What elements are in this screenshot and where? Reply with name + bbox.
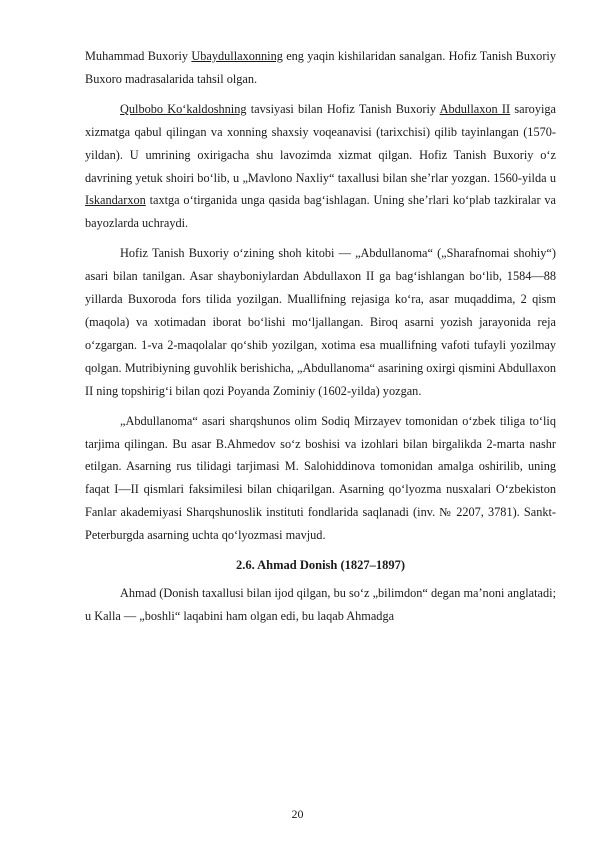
paragraph-1-text-a: Muhammad Buxoriy bbox=[85, 49, 192, 63]
paragraph-1-text-b: eng yaqin kishilaridan sanalgan. Hofiz Tanish Buxoriy Buxoro madrasalarida tahsil olgan. bbox=[85, 49, 556, 86]
paragraph-5: Ahmad (Donish taxallusi bilan ijod qilgan, bu so‘z „bilimdon“ degan ma’noni anglatadi; u Kalla — „boshli“ laqabini ham olgan edi, bu laqab Ahmadga bbox=[85, 586, 556, 623]
paragraph-2-text-c: taxtga o‘tirganida unga qasida bag‘ishlagan. Uning she’rlari ko‘plab tazkiralar va bayozlarda uchraydi. bbox=[85, 193, 556, 231]
link-iskandarxon[interactable]: Iskandarxon bbox=[85, 193, 146, 208]
link-qulbobo-kokaldosh[interactable]: Qulbobo Ko‘kaldoshning bbox=[120, 101, 247, 116]
paragraph-2-text-a: tavsiyasi bilan Hofiz Tanish Buxoriy bbox=[246, 101, 440, 116]
paragraph-4: „Abdullanoma“ asari sharqshunos olim Sodiq Mirzayev tomonidan o‘zbek tiliga to‘liq tarjima qilingan. Bu asar B.Ahmedov so‘z boshisi va izohlari bilan birgalikda 2-marta nashr etilgan. Asarning rus tilidagi tarjimasi M. Salohiddinova tomonidan amalga oshirilib, uning faqat I—II qismlari faksimilesi bilan chiqarilgan. Asarning qo‘lyozma nusxalari O‘zbekiston Fanlar akademiyasi Sharqshunoslik instituti fondlarida saqlanadi (inv. № 2207, 3781). Sankt-Peterburgda asarning uchta qo‘lyozmasi mavjud. bbox=[85, 413, 556, 543]
section-heading: 2.6. Ahmad Donish (1827–1897) bbox=[235, 558, 406, 573]
paragraph-1 bbox=[85, 45, 556, 91]
paragraph-2 bbox=[85, 98, 556, 235]
paragraph-2-text-b: saroyiga xizmatga qabul qilingan va xonning shaxsiy voqeanavisi (tarixchisi) qilib tayinlangan (1570-yildan). U umrining oxirigacha shu lavozimda xizmat qilgan. Hofiz Tanish Buxoriy o‘z davrining yetuk shoiri bo‘lib, u „Mavlono Naxliy“ taxallusi bilan she’rlar yozgan. 1560-yilda u bbox=[85, 101, 557, 185]
link-abdullaxon-ii[interactable]: Abdullaxon II bbox=[439, 101, 511, 116]
page-content bbox=[85, 45, 556, 635]
paragraph-3: Hofiz Tanish Buxoriy o‘zining shoh kitobi — „Abdullanoma“ („Sharafnomai shohiy“) asari bilan tanilgan. Asar shayboniylardan Abdullaxon II ga bag‘ishlangan bo‘lib, 1584—88 yillarda Buxoroda fors tilida yozilgan. Muallifning rejasiga ko‘ra, asar muqaddima, 2 qism (maqola) va xotimadan iborat bo‘lishi mo‘ljallangan. Biroq asarni yozish jarayonida reja o‘zgargan. 1-va 2-maqolalar qo‘shib yozilgan, xotima esa muallifning vafoti tufayli yozilmay qolgan. Mutribiyning guvohlik berishicha, „Abdullanoma“ asarining oxirgi qismini Abdullaxon II ning topshirig‘i bilan qozi Poyanda Zominiy (1602-yilda) yozgan. bbox=[85, 246, 556, 398]
link-ubaydullaxon[interactable]: Ubaydullaxonning bbox=[191, 49, 283, 63]
page-number: 20 bbox=[291, 807, 304, 821]
